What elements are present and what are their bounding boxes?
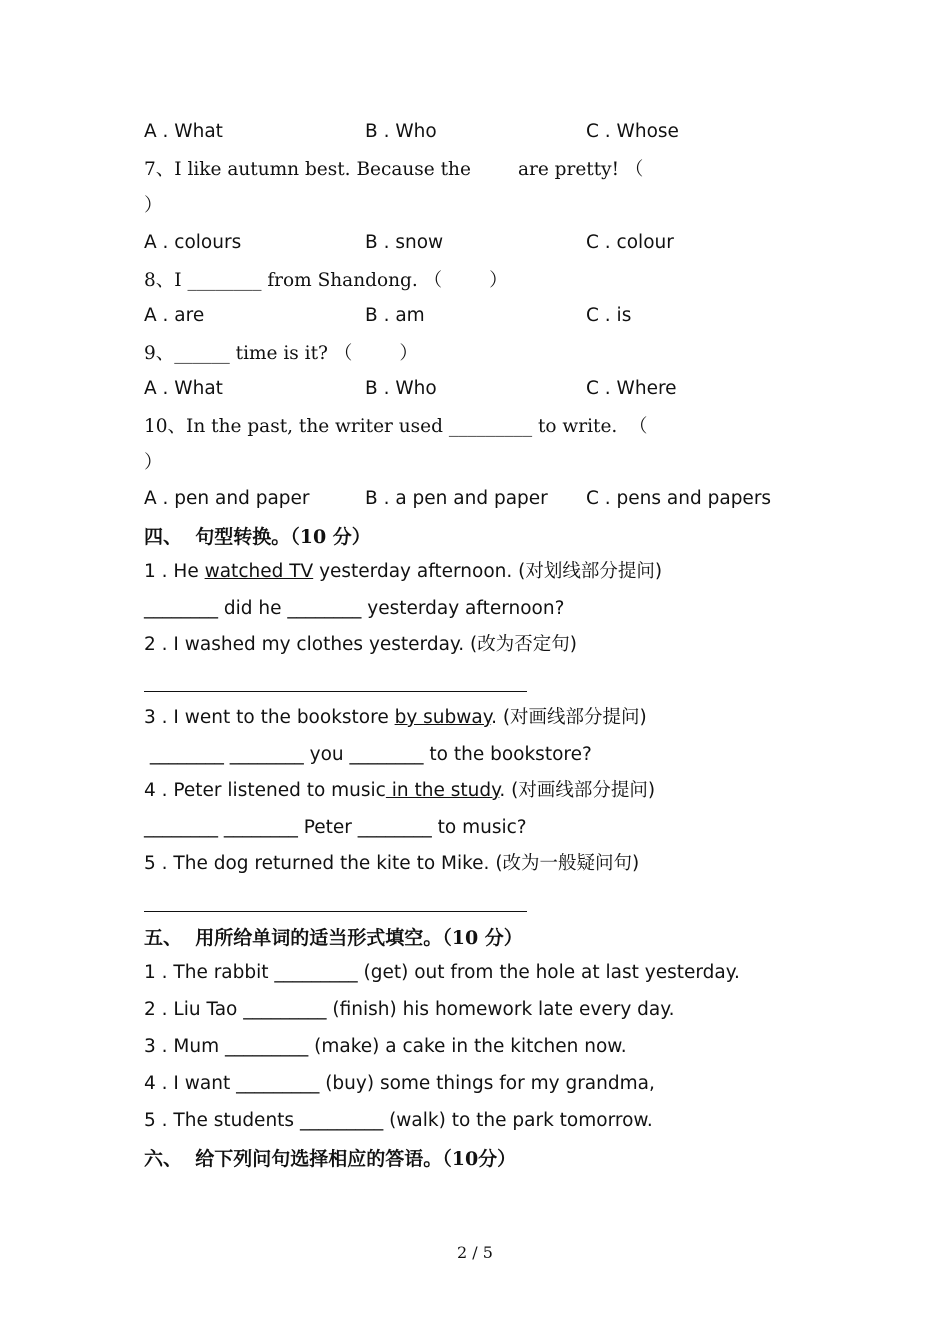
q9-stem: 9、______ time is it? （ ）	[144, 343, 418, 364]
q8-stem: 8、I ________ from Shandong. （ ）	[144, 270, 508, 291]
q6-option-a: A . What	[144, 121, 223, 142]
q7-stem: 7、I like autumn best. Because the are pretty! （	[144, 159, 644, 180]
page-number: 2 / 5	[457, 1243, 493, 1262]
q9-option-a: A . What	[144, 378, 223, 399]
s4-item2: 2 . I washed my clothes yesterday. (改为否定句)	[144, 634, 577, 655]
q6-option-b: B . Who	[365, 121, 437, 142]
q7-bracket-close: ）	[144, 195, 163, 216]
q10-option-c: C . pens and papers	[586, 488, 772, 509]
s4-item3-underlined: by subway	[394, 707, 492, 728]
s4-item4-post: . (对画线部分提问)	[499, 780, 656, 801]
s4-item3-answer: ________ ________ you ________ to the bookstore?	[144, 744, 592, 765]
q8-option-b: B . am	[365, 305, 425, 326]
s4-item5: 5 . The dog returned the kite to Mike. (改为一般疑问句)	[144, 853, 640, 874]
q8-option-c: C . is	[586, 305, 632, 326]
s5-item3: 3 . Mum _________ (make) a cake in the kitchen now.	[144, 1036, 627, 1057]
s5-item4: 4 . I want _________ (buy) some things for my grandma,	[144, 1073, 655, 1094]
s4-item5-answer-line	[144, 911, 527, 912]
s4-item4-underlined: in the study	[385, 780, 500, 801]
s4-item1-underlined: watched TV	[204, 561, 314, 582]
q7-option-b: B . snow	[365, 232, 444, 253]
s4-item2-answer-line	[144, 691, 527, 692]
q8-option-a: A . are	[144, 305, 205, 326]
s5-item5: 5 . The students _________ (walk) to the park tomorrow.	[144, 1110, 653, 1131]
s4-item1-post: yesterday afternoon. (对划线部分提问)	[313, 561, 663, 582]
q9-option-c: C . Where	[586, 378, 677, 399]
q10-stem: 10、In the past, the writer used _________ to write. （	[144, 416, 648, 437]
s4-item3	[144, 706, 647, 730]
q10-option-a: A . pen and paper	[144, 488, 310, 509]
s5-item2: 2 . Liu Tao _________ (finish) his homework late every day.	[144, 999, 675, 1020]
section5-heading: 五、 用所给单词的适当形式填空。（10 分）	[144, 927, 523, 949]
s4-item4-pre: 4 . Peter listened to music	[144, 780, 386, 801]
s4-item3-pre: 3 . I went to the bookstore	[144, 707, 395, 728]
q6-option-c: C . Whose	[586, 121, 679, 142]
s4-item3-post: . (对画线部分提问)	[491, 707, 647, 728]
s5-item1: 1 . The rabbit _________ (get) out from the hole at last yesterday.	[144, 962, 740, 983]
s4-item1-answer: ________ did he ________ yesterday afternoon?	[144, 598, 565, 619]
q7-option-c: C . colour	[586, 232, 674, 253]
q10-bracket-close: ）	[144, 452, 163, 473]
section6-heading: 六、 给下列问句选择相应的答语。（10分）	[144, 1148, 517, 1170]
s4-item4	[144, 779, 655, 803]
q10-option-b: B . a pen and paper	[365, 488, 548, 509]
s4-item1	[144, 560, 662, 584]
q9-option-b: B . Who	[365, 378, 437, 399]
s4-item4-answer: ________ ________ Peter ________ to music?	[144, 817, 527, 838]
section4-heading: 四、 句型转换。（10 分）	[144, 526, 371, 548]
s4-item1-pre: 1 . He	[144, 561, 205, 582]
q7-option-a: A . colours	[144, 232, 242, 253]
